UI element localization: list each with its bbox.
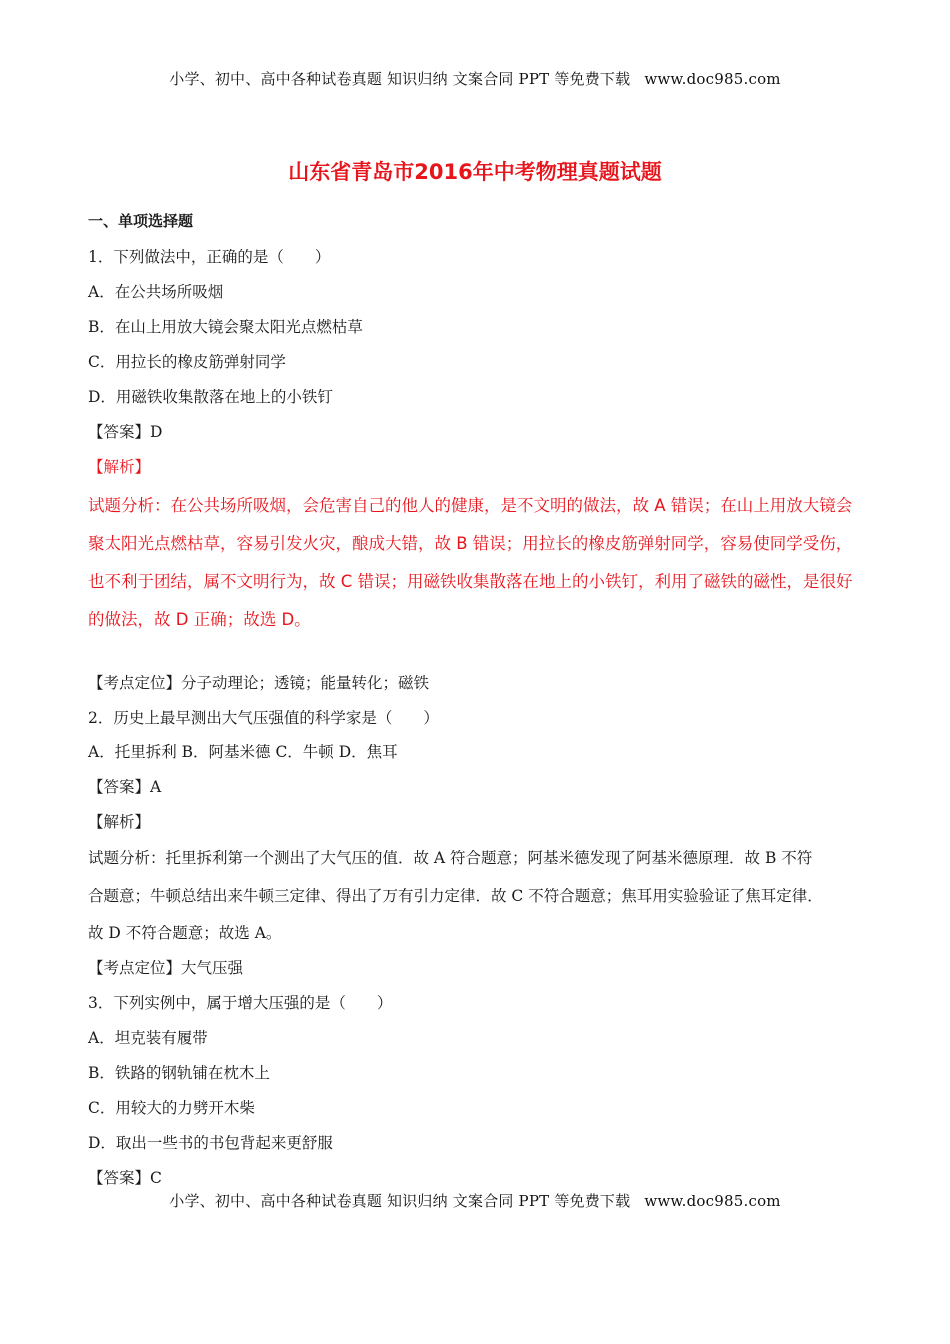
q2-options: A．托里拆利 B．阿基米德 C．牛顿 D．焦耳 [88,743,398,761]
q2-answer: 【答案】A [88,778,162,796]
header-text: 小学、初中、高中各种试卷真题 知识归纳 文案合同 PPT 等免费下载 [169,70,631,88]
q3-stem: 3．下列实例中，属于增大压强的是（ ） [88,994,393,1012]
q1-analysis-line-3: 也不利于团结，属不文明行为，故 C 错误；用磁铁收集散落在地上的小铁钉，利用了磁铁的磁性，是很好 [88,572,853,591]
q3-option-b: B．铁路的钢轨铺在枕木上 [88,1064,270,1082]
q1-analysis-line-2: 聚太阳光点燃枯草，容易引发火灾，酿成大错，故 B 错误；用拉长的橡皮筋弹射同学，容易使同学受伤， [88,534,853,553]
q1-analysis-label: 【解析】 [88,458,151,476]
q3-option-a: A．坦克装有履带 [88,1029,208,1047]
footer-text: 小学、初中、高中各种试卷真题 知识归纳 文案合同 PPT 等免费下载 [169,1192,631,1210]
q3-answer: 【答案】C [88,1169,162,1187]
q1-analysis-line-1: 试题分析：在公共场所吸烟，会危害自己的他人的健康，是不文明的做法，故 A 错误；在山上用放大镜会 [88,496,853,515]
q2-analysis-line-2: 合题意；牛顿总结出来牛顿三定律、得出了万有引力定律．故 C 不符合题意；焦耳用实验验证了焦耳定律． [88,887,823,905]
q2-analysis-line-3: 故 D 不符合题意；故选 A。 [88,924,282,942]
q1-option-b: B．在山上用放大镜会聚太阳光点燃枯草 [88,318,363,336]
q2-analysis-line-1: 试题分析：托里拆利第一个测出了大气压的值．故 A 符合题意；阿基米德发现了阿基米德原理．故 B 不符 [88,849,813,867]
q1-answer: 【答案】D [88,423,163,441]
page-header [0,68,950,89]
section-heading: 一、单项选择题 [88,212,194,230]
q3-option-d: D．取出一些书的书包背起来更舒服 [88,1134,333,1152]
q3-option-c: C．用较大的力劈开木柴 [88,1099,255,1117]
q1-option-d: D．用磁铁收集散落在地上的小铁钉 [88,388,333,406]
header-url[interactable]: www.doc985.com [644,70,781,88]
document-title: 山东省青岛市2016年中考物理真题试题 [288,160,662,184]
q2-analysis-label: 【解析】 [88,813,151,831]
q2-stem: 2．历史上最早测出大气压强值的科学家是（ ） [88,709,439,727]
q1-option-c: C．用拉长的橡皮筋弹射同学 [88,353,286,371]
q1-option-a: A．在公共场所吸烟 [88,283,224,301]
q1-analysis-line-4: 的做法，故 D 正确；故选 D。 [88,610,311,629]
q1-knowledge-point: 【考点定位】分子动理论；透镜；能量转化；磁铁 [88,674,430,692]
q1-stem: 1．下列做法中，正确的是（ ） [88,248,331,266]
q2-knowledge-point: 【考点定位】大气压强 [88,959,244,977]
page-footer [0,1190,950,1211]
footer-url[interactable]: www.doc985.com [644,1192,781,1210]
